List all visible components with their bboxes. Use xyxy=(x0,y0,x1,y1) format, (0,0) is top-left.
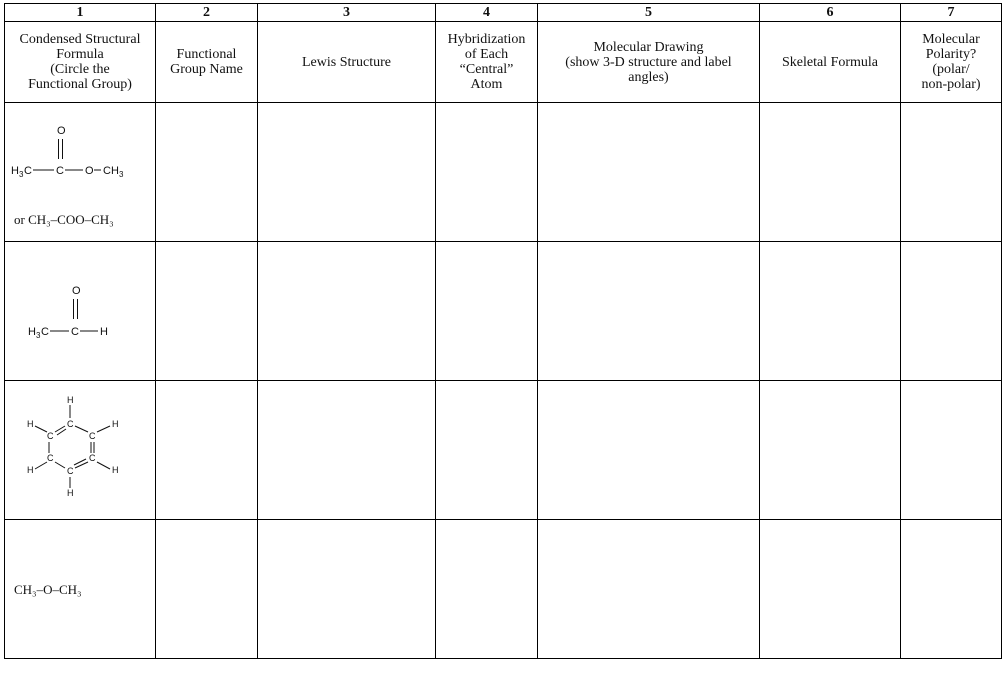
formula-cell xyxy=(5,520,156,659)
header-line: Condensed Structural xyxy=(19,32,141,47)
table-row xyxy=(5,520,1002,659)
atom-label: C xyxy=(24,165,32,177)
atom-label: C xyxy=(71,326,79,338)
col-number: 7 xyxy=(901,4,1002,22)
col-number: 3 xyxy=(258,4,436,22)
col-number: 4 xyxy=(436,4,538,22)
header-line: Formula xyxy=(56,47,104,62)
header-line: Hybridization xyxy=(447,32,526,47)
header-line: Molecular Drawing xyxy=(593,39,704,55)
answer-cell[interactable] xyxy=(436,242,538,381)
atom-label: H xyxy=(111,165,119,177)
table-row xyxy=(5,103,1002,242)
col-number: 1 xyxy=(5,4,156,22)
header-line: “Central” xyxy=(459,62,514,77)
header-molecular-drawing xyxy=(538,22,760,103)
bond-line xyxy=(75,426,88,432)
col-number: 5 xyxy=(538,4,760,22)
formula-cell xyxy=(5,103,156,242)
bond-line xyxy=(55,462,65,468)
answer-cell[interactable] xyxy=(258,242,436,381)
atom-label: O xyxy=(85,165,94,177)
bond-line xyxy=(75,462,88,468)
answer-cell[interactable] xyxy=(156,520,258,659)
header-line: Group Name xyxy=(170,62,243,77)
column-header-row xyxy=(5,22,1002,103)
answer-cell[interactable] xyxy=(901,103,1002,242)
answer-cell[interactable] xyxy=(538,520,760,659)
header-condensed-formula xyxy=(5,22,156,103)
atom-label: 3 xyxy=(19,170,24,179)
table-row xyxy=(5,242,1002,381)
atom-label: H xyxy=(27,419,34,429)
atom-label: O xyxy=(72,285,81,297)
answer-cell[interactable] xyxy=(538,103,760,242)
answer-cell[interactable] xyxy=(258,381,436,520)
atom-label: H xyxy=(67,395,74,405)
atom-label: 3 xyxy=(119,170,124,179)
answer-cell[interactable] xyxy=(760,520,901,659)
answer-cell[interactable] xyxy=(156,381,258,520)
formula-cell xyxy=(5,242,156,381)
col-number: 6 xyxy=(760,4,901,22)
header-line: non-polar) xyxy=(921,77,981,92)
bond-line xyxy=(97,426,110,432)
header-hybridization xyxy=(436,22,538,103)
answer-cell[interactable] xyxy=(760,103,901,242)
answer-cell[interactable] xyxy=(901,381,1002,520)
atom-label: C xyxy=(47,431,54,441)
header-line: Skeletal Formula xyxy=(781,54,879,70)
answer-cell[interactable] xyxy=(258,520,436,659)
atom-label: H xyxy=(11,165,19,177)
benzene-structure xyxy=(5,381,155,518)
bond-line xyxy=(35,462,47,469)
bond-line xyxy=(35,426,47,432)
answer-cell[interactable] xyxy=(436,520,538,659)
header-functional-group xyxy=(156,22,258,103)
col-number: 2 xyxy=(156,4,258,22)
header-line: (Circle the xyxy=(50,62,110,77)
header-line: Lewis Structure xyxy=(301,54,392,70)
atom-label: C xyxy=(67,466,74,476)
atom-label: H xyxy=(112,465,119,475)
answer-cell[interactable] xyxy=(760,242,901,381)
atom-label: H xyxy=(100,326,108,338)
header-lewis-structure xyxy=(258,22,436,103)
formula-cell xyxy=(5,381,156,520)
table-row xyxy=(5,381,1002,520)
atom-label: 3 xyxy=(36,331,41,340)
answer-cell[interactable] xyxy=(258,103,436,242)
answer-cell[interactable] xyxy=(436,381,538,520)
acetaldehyde-structure xyxy=(5,242,155,379)
answer-cell[interactable] xyxy=(760,381,901,520)
header-line: Atom xyxy=(470,77,503,92)
header-skeletal-formula xyxy=(760,22,901,103)
condensed-formula-text: CH₃–O–CH₃ xyxy=(14,582,82,597)
header-line: (polar/ xyxy=(932,62,970,77)
atom-label: H xyxy=(112,419,119,429)
answer-cell[interactable] xyxy=(156,242,258,381)
answer-cell[interactable] xyxy=(156,103,258,242)
atom-label: C xyxy=(89,453,96,463)
answer-cell[interactable] xyxy=(901,520,1002,659)
atom-label: C xyxy=(41,326,49,338)
header-line: angles) xyxy=(628,69,669,85)
bond-line xyxy=(97,462,110,469)
column-number-row xyxy=(5,4,1002,22)
condensed-formula-text: or CH₃–COO–CH₃ xyxy=(14,212,114,227)
atom-label: H xyxy=(28,326,36,338)
atom-label: C xyxy=(67,419,74,429)
atom-label: C xyxy=(103,165,111,177)
atom-label: C xyxy=(56,165,64,177)
answer-cell[interactable] xyxy=(538,381,760,520)
answer-cell[interactable] xyxy=(901,242,1002,381)
header-line: Molecular xyxy=(922,32,980,47)
answer-cell[interactable] xyxy=(436,103,538,242)
header-line: of Each xyxy=(464,47,509,62)
atom-label: C xyxy=(47,453,54,463)
atom-label: H xyxy=(27,465,34,475)
atom-label: C xyxy=(89,431,96,441)
header-line: Functional xyxy=(176,47,237,62)
atom-label: H xyxy=(67,488,74,498)
header-molecular-polarity xyxy=(901,22,1002,103)
header-line: Polarity? xyxy=(925,47,977,62)
header-line: Functional Group) xyxy=(28,77,132,92)
worksheet-table xyxy=(4,3,1002,659)
header-line: (show 3-D structure and label xyxy=(565,54,732,70)
answer-cell[interactable] xyxy=(538,242,760,381)
atom-label: O xyxy=(57,125,66,137)
